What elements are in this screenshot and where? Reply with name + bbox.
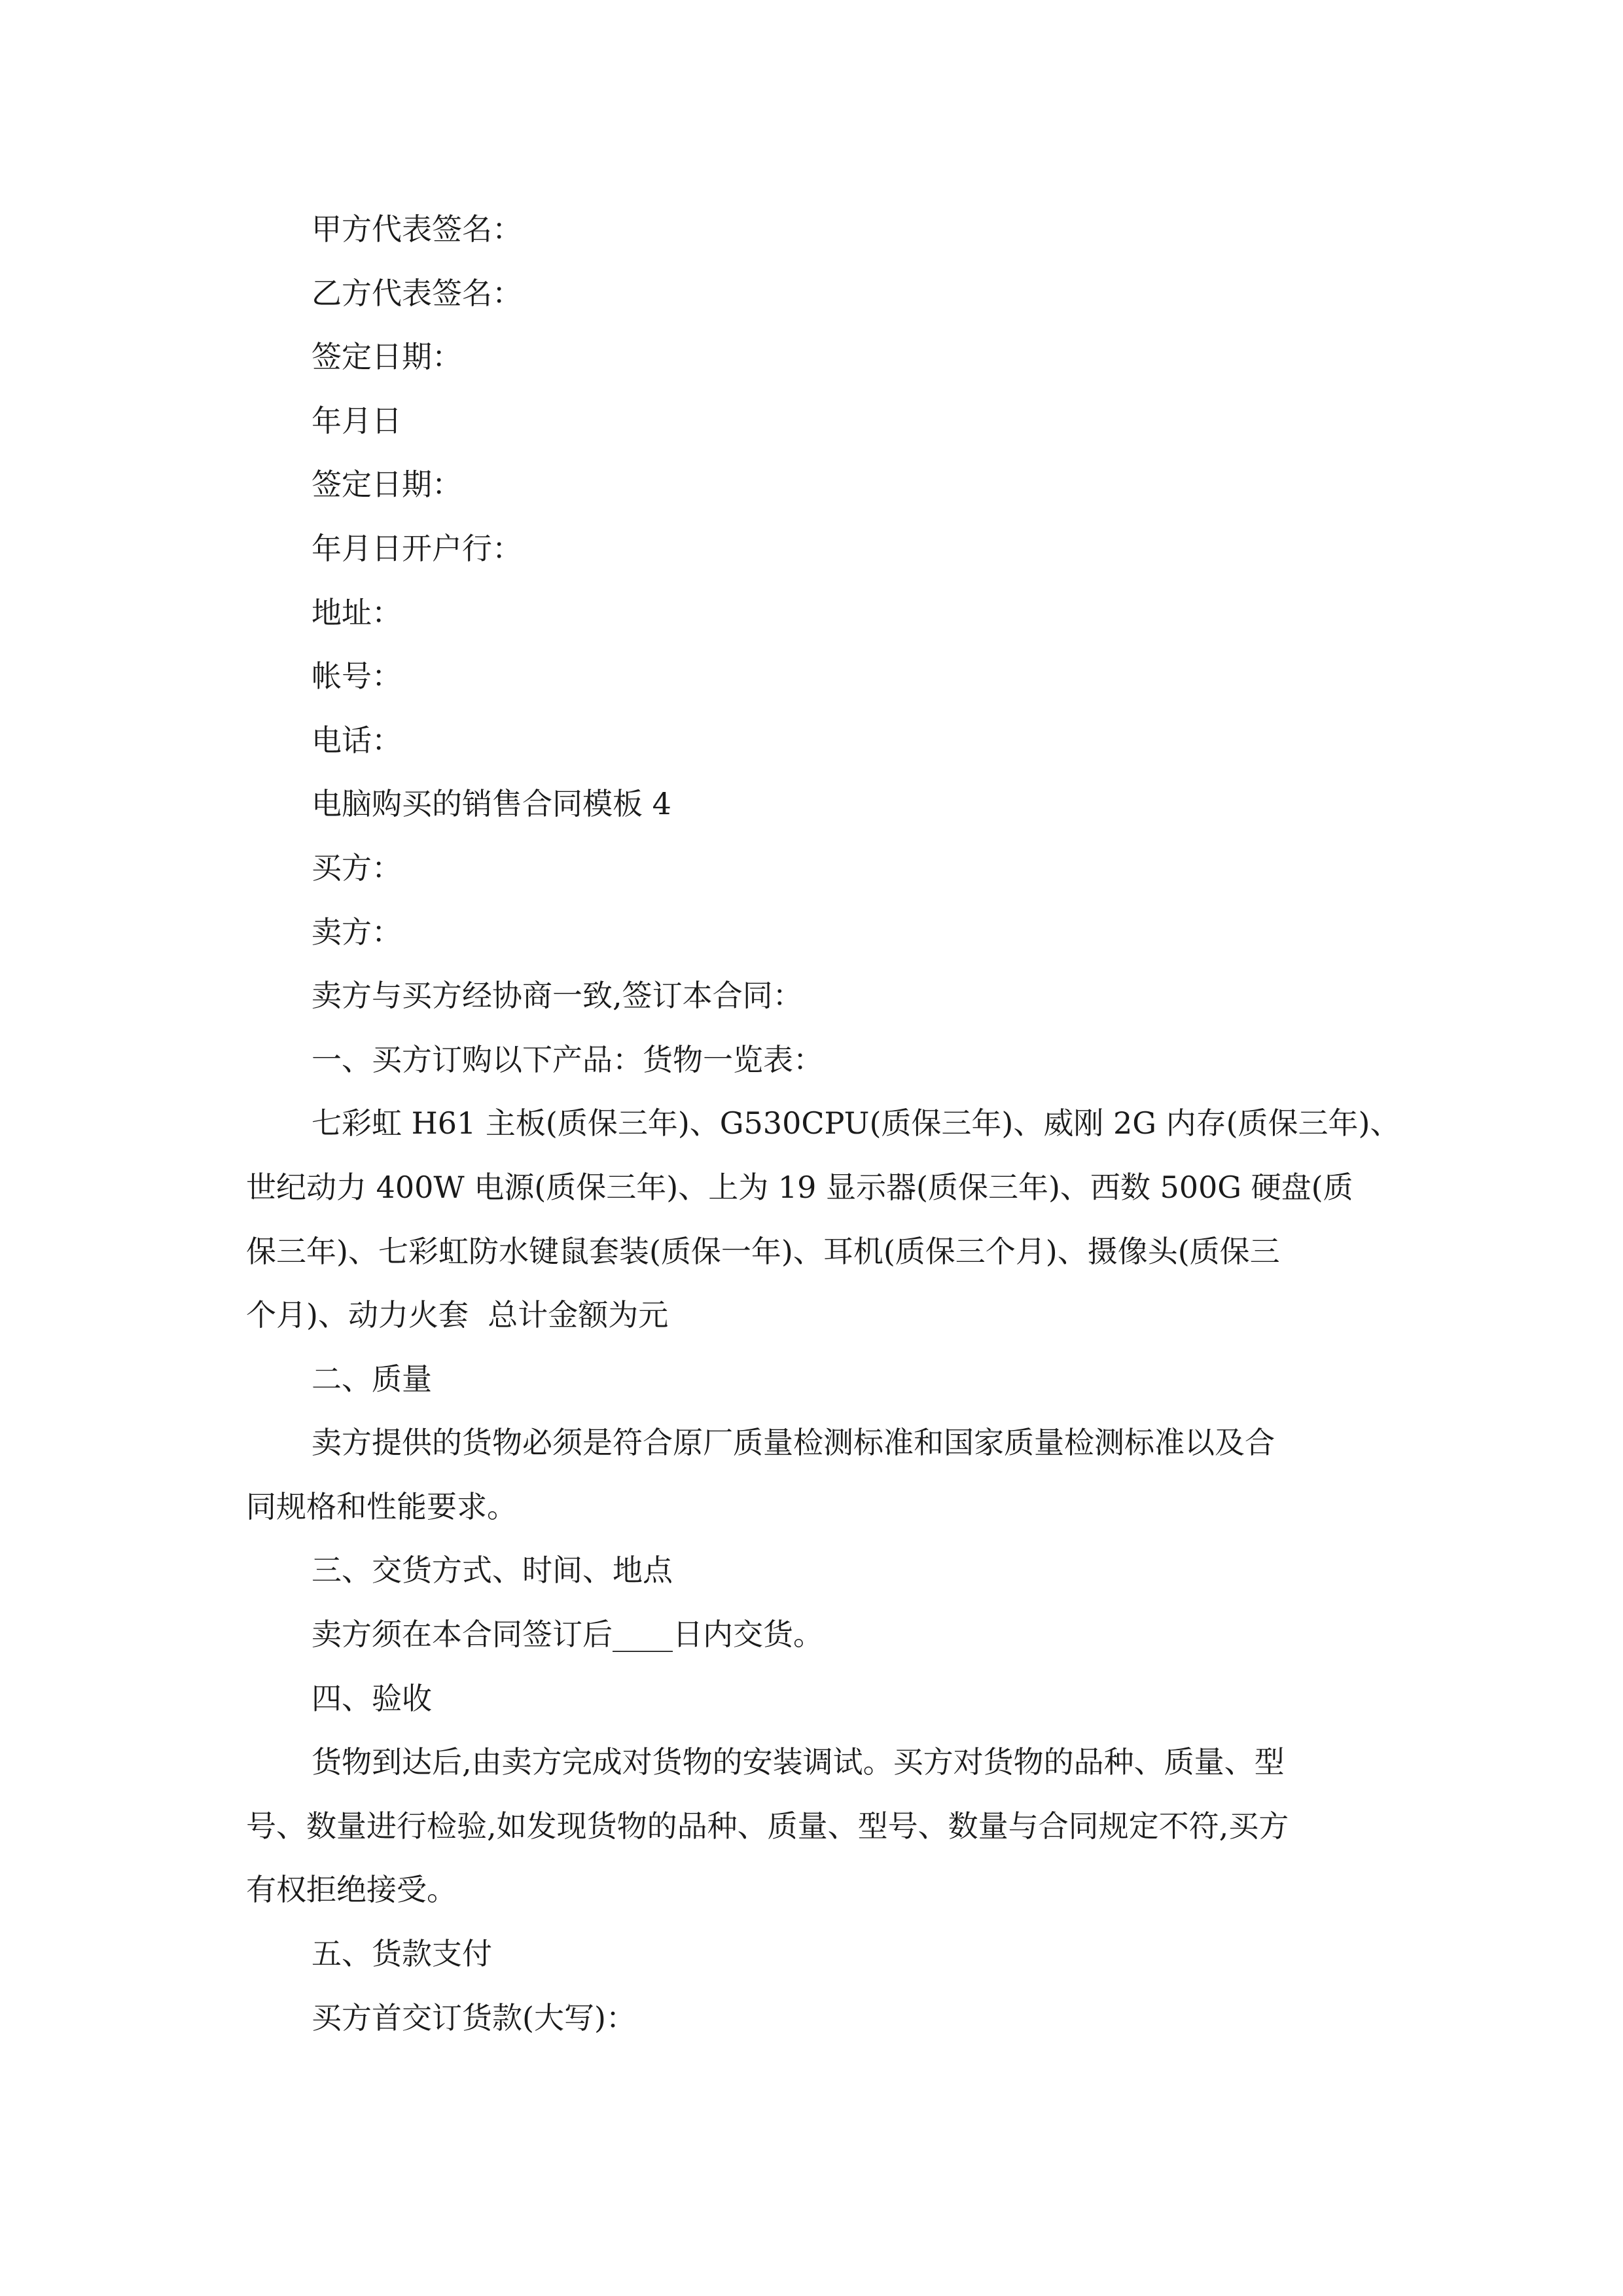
address-line: 地址： (312, 594, 402, 630)
agreement-intro: 卖方与买方经协商一致,签订本合同： (312, 978, 803, 1014)
product-list-line: 世纪动力 400W 电源(质保三年)、上为 19 显示器(质保三年)、西数 500G 硬盘(质 (246, 1169, 1353, 1205)
section-4-body-line: 号、数量进行检验,如发现货物的品种、质量、型号、数量与合同规定不符,买方 (246, 1808, 1289, 1844)
section-3-heading: 三、交货方式、时间、地点 (312, 1552, 673, 1588)
document-body (246, 198, 1424, 2050)
seller-line: 卖方： (312, 914, 402, 950)
date-placeholder-line: 年月日 (312, 403, 402, 439)
account-line: 帐号： (312, 658, 402, 694)
section-4-heading: 四、验收 (312, 1680, 432, 1716)
section-4-body-line: 货物到达后,由卖方完成对货物的安装调试。买方对货物的品种、质量、型 (312, 1744, 1285, 1780)
section-1-heading: 一、买方订购以下产品：货物一览表： (312, 1041, 823, 1077)
section-5-body: 买方首交订货款(大写)： (312, 2000, 636, 2036)
signing-date-line-2: 签定日期： (312, 467, 462, 503)
section-3-body: 卖方须在本合同签订后____日内交货。 (312, 1617, 823, 1653)
phone-line: 电话： (312, 722, 402, 758)
section-2-body-line: 卖方提供的货物必须是符合原厂质量检测标准和国家质量检测标准以及合 (312, 1425, 1275, 1461)
product-list-line: 七彩虹 H61 主板(质保三年)、G530CPU(质保三年)、威刚 2G 内存(质保三年)、 (312, 1105, 1400, 1141)
party-b-signature-line: 乙方代表签名： (312, 275, 522, 311)
party-a-signature-line: 甲方代表签名： (312, 211, 522, 247)
product-list-line: 保三年)、七彩虹防水键鼠套装(质保一年)、耳机(质保三个月)、摄像头(质保三 (246, 1233, 1280, 1269)
bank-line: 年月日开户行： (312, 530, 522, 566)
section-2-heading: 二、质量 (312, 1361, 432, 1397)
section-5-heading: 五、货款支付 (312, 1936, 492, 1972)
section-4-body-line: 有权拒绝接受。 (246, 1872, 457, 1908)
contract-title: 电脑购买的销售合同模板 4 (312, 786, 671, 822)
product-list-line: 个月)、动力火套 总计金额为元 (246, 1297, 669, 1333)
signing-date-line: 签定日期： (312, 339, 462, 375)
buyer-line: 买方： (312, 850, 402, 886)
section-2-body-line: 同规格和性能要求。 (246, 1488, 517, 1524)
